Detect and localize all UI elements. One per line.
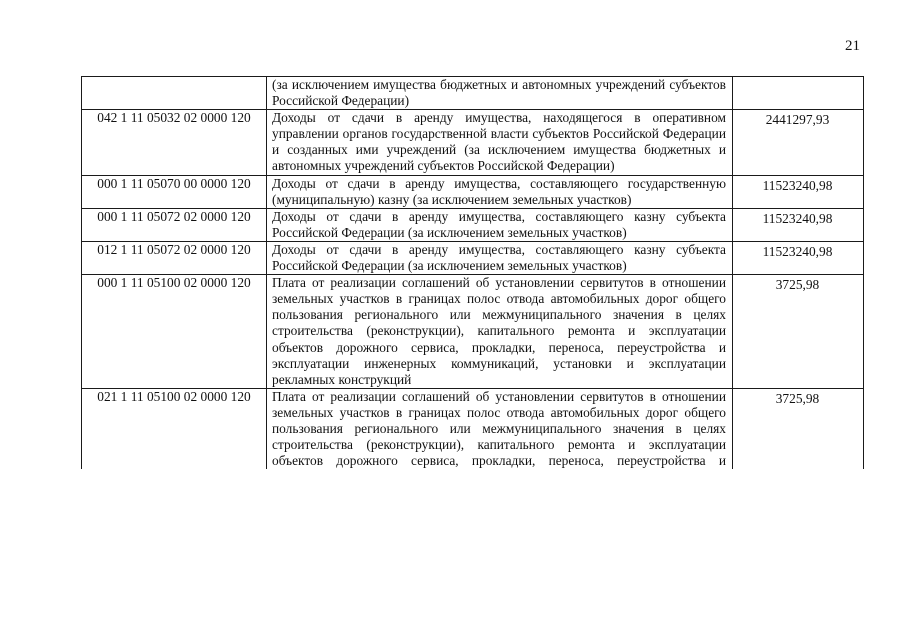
revenue-amount-cell: 11523240,98	[733, 208, 864, 241]
revenue-table	[81, 76, 864, 469]
revenue-code-cell: 012 1 11 05072 02 0000 120	[82, 241, 267, 274]
table-row	[82, 175, 864, 208]
revenue-name-cell: Доходы от сдачи в аренду имущества, находящегося в оперативном управлении органов государственной власти субъектов Российской Федерации и созданных ими учреждений (за исключением имущества бюджетных и автономных учреждений субъектов Российской Федерации)	[267, 110, 733, 175]
revenue-amount-cell: 11523240,98	[733, 241, 864, 274]
page-number: 21	[845, 38, 860, 54]
revenue-amount-cell: 3725,98	[733, 275, 864, 389]
revenue-name-cell: Доходы от сдачи в аренду имущества, составляющего казну субъекта Российской Федерации (за исключением земельных участков)	[267, 208, 733, 241]
revenue-name-cell: Доходы от сдачи в аренду имущества, составляющего государственную (муниципальную) казну (за исключением земельных участков)	[267, 175, 733, 208]
revenue-amount-cell: 11523240,98	[733, 175, 864, 208]
revenue-code-cell: 000 1 11 05100 02 0000 120	[82, 275, 267, 389]
table-row	[82, 275, 864, 389]
revenue-name-cell: Плата от реализации соглашений об установлении сервитутов в отношении земельных участков в границах полос отвода автомобильных дорог общего пользования регионального или межмуниципального значения в целях строительства (реконструкции), капитального ремонта и эксплуатации объектов дорожного сервиса, прокладки, переноса, переустройства и	[267, 388, 733, 469]
revenue-amount-cell	[733, 77, 864, 110]
revenue-amount-cell: 3725,98	[733, 388, 864, 469]
revenue-code-cell: 021 1 11 05100 02 0000 120	[82, 388, 267, 469]
table-row	[82, 208, 864, 241]
revenue-code-cell: 000 1 11 05072 02 0000 120	[82, 208, 267, 241]
revenue-code-cell	[82, 77, 267, 110]
revenue-code-cell: 000 1 11 05070 00 0000 120	[82, 175, 267, 208]
revenue-amount-cell: 2441297,93	[733, 110, 864, 175]
table-row	[82, 77, 864, 110]
revenue-code-cell: 042 1 11 05032 02 0000 120	[82, 110, 267, 175]
table-row	[82, 110, 864, 175]
table-row	[82, 241, 864, 274]
table-row	[82, 388, 864, 469]
revenue-name-cell: Плата от реализации соглашений об установлении сервитутов в отношении земельных участков в границах полос отвода автомобильных дорог общего пользования регионального или межмуниципального значения в целях строительства (реконструкции), капитального ремонта и эксплуатации объектов дорожного сервиса, прокладки, переноса, переустройства и эксплуатации инженерных коммуникаций, установки и эксплуатации рекламных конструкций	[267, 275, 733, 389]
revenue-name-cell: (за исключением имущества бюджетных и автономных учреждений субъектов Российской Федерации)	[267, 77, 733, 110]
revenue-name-cell: Доходы от сдачи в аренду имущества, составляющего казну субъекта Российской Федерации (за исключением земельных участков)	[267, 241, 733, 274]
